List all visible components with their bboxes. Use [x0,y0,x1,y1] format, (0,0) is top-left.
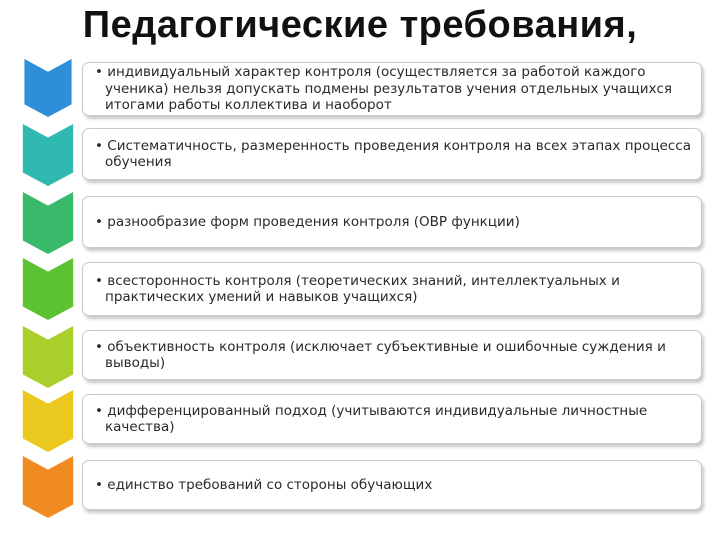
requirement-row-1 [22,62,702,120]
requirement-row-6 [22,394,702,446]
requirement-row-7 [22,460,702,512]
chevron-arrow-4 [22,258,74,320]
chevron-arrow-6 [22,390,74,452]
requirement-box-1 [82,62,702,116]
chevron-arrow-5 [22,326,74,388]
requirement-text-5: • объективность контроля (исключает субъективные и ошибочные суждения и выводы) [95,339,693,372]
requirement-box-5 [82,330,702,380]
chevron-arrow-2 [22,124,74,186]
requirement-box-4 [82,262,702,316]
chevron-arrow-7 [22,456,74,518]
requirement-text-6: • дифференцированный подход (учитываются индивидуальные личностные качества) [95,403,693,436]
requirement-row-4 [22,262,702,318]
chevron-arrow-3 [22,192,74,254]
requirement-text-7: • единство требований со стороны обучающих [95,477,432,494]
requirement-box-6 [82,394,702,444]
requirement-box-3 [82,196,702,248]
requirement-text-2: • Систематичность, размеренность проведения контроля на всех этапах процесса обучения [95,138,693,171]
requirement-row-2 [22,128,702,186]
chevron-arrow-1 [22,59,74,117]
requirement-box-2 [82,128,702,180]
requirement-text-3: • разнообразие форм проведения контроля (ОВР функции) [95,214,520,231]
page-title: Педагогические требования, [82,4,638,46]
requirement-text-4: • всесторонность контроля (теоретических знаний, интеллектуальных и практических умений и навыков учащихся) [95,273,693,306]
requirement-row-3 [22,196,702,250]
requirement-text-1: • индивидуальный характер контроля (осуществляется за работой каждого ученика) нельзя допускать подмены результатов учения отдельных учащихся итогами работы коллектива и наоборот [95,64,693,114]
requirement-box-7 [82,460,702,510]
requirement-row-5 [22,330,702,382]
